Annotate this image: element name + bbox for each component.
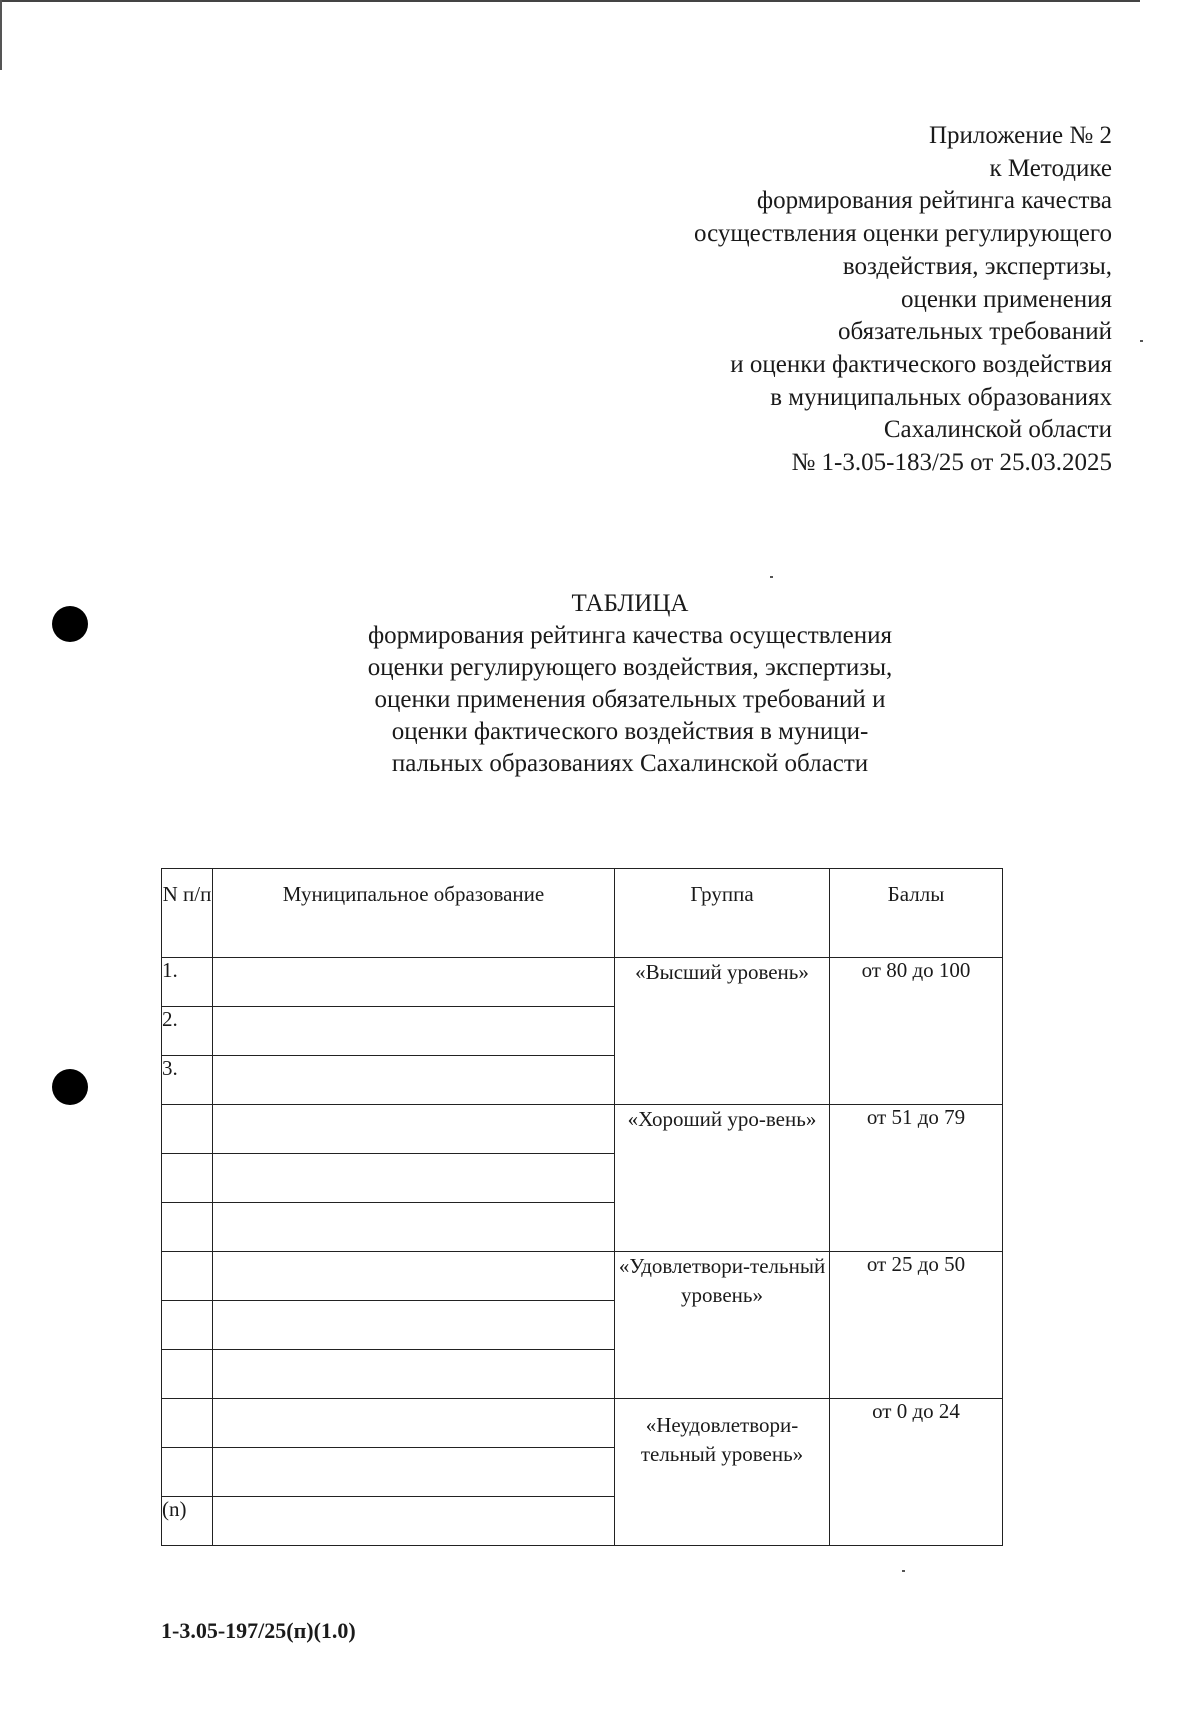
appendix-line: Сахалинской области [883, 416, 1112, 444]
row-number [162, 1105, 213, 1154]
row-number [162, 1399, 213, 1448]
punch-hole [52, 606, 88, 642]
document-code: 1-3.05-197/25(п)(1.0) [161, 1618, 356, 1643]
group-cell: «Хороший уро-вень» [615, 1105, 830, 1252]
municipality-cell [213, 1399, 615, 1448]
points-cell: от 0 до 24 [830, 1399, 1003, 1546]
header-group [615, 869, 830, 958]
row-number [162, 1448, 213, 1497]
points-cell: от 80 до 100 [830, 958, 1003, 1105]
group-cell: «Неудовлетвори-тельный уровень» [615, 1399, 830, 1546]
table-row [162, 958, 1003, 1007]
appendix-line: и оценки фактического воздействия [730, 350, 1112, 378]
rating-table [161, 868, 1003, 1546]
group-cell: «Высший уровень» [615, 958, 830, 1105]
municipality-cell [213, 1497, 615, 1546]
municipality-cell [213, 1448, 615, 1497]
municipality-cell [213, 1056, 615, 1105]
scan-speck [1140, 340, 1143, 342]
header-points-label: Баллы [887, 882, 945, 906]
municipality-cell [213, 958, 615, 1007]
appendix-line: в муниципальных образованиях [770, 383, 1112, 411]
appendix-line: обязательных требований [838, 318, 1112, 346]
row-number [162, 1154, 213, 1203]
points-cell: от 51 до 79 [830, 1105, 1003, 1252]
appendix-line: № 1-3.05-183/25 от 25.03.2025 [791, 449, 1112, 477]
title-line: пальных образованиях Сахалинской области [391, 750, 869, 777]
row-number [162, 1301, 213, 1350]
punch-hole [52, 1069, 88, 1105]
title-line: формирования рейтинга качества осуществления [367, 622, 893, 649]
municipality-cell [213, 1350, 615, 1399]
header-municipality-label: Муниципальное образование [282, 882, 545, 906]
row-number: 1. [162, 958, 213, 1007]
header-number [162, 869, 213, 958]
appendix-line: воздействия, экспертизы, [842, 252, 1112, 280]
municipality-cell [213, 1007, 615, 1056]
row-number: 3. [162, 1056, 213, 1105]
scan-speck [770, 576, 773, 578]
scan-speck [902, 1570, 905, 1572]
header-group-label: Группа [690, 882, 754, 906]
title-line: оценки применения обязательных требований и [374, 686, 886, 713]
title-heading: ТАБЛИЦА [571, 590, 689, 617]
table-row [162, 1105, 1003, 1154]
municipality-cell [213, 1301, 615, 1350]
appendix-line: осуществления оценки регулирующего [694, 220, 1112, 248]
appendix-line: формирования рейтинга качества [756, 187, 1112, 215]
header-number-label: N п/п [162, 882, 212, 906]
document-title [220, 588, 1040, 780]
table-header-row [162, 869, 1003, 958]
row-number: 2. [162, 1007, 213, 1056]
table-row [162, 1252, 1003, 1301]
appendix-line: к Методике [989, 154, 1112, 182]
appendix-line: Приложение № 2 [928, 122, 1112, 149]
appendix-block [512, 120, 1112, 480]
row-number [162, 1252, 213, 1301]
title-line: оценки регулирующего воздействия, экспертизы, [367, 654, 893, 681]
scan-edge-top [0, 0, 1200, 2]
group-cell: «Удовлетвори-тельный уровень» [615, 1252, 830, 1399]
row-number: (n) [162, 1497, 213, 1546]
row-number [162, 1350, 213, 1399]
appendix-line: оценки применения [900, 285, 1112, 313]
header-points [830, 869, 1003, 958]
municipality-cell [213, 1203, 615, 1252]
row-number [162, 1203, 213, 1252]
municipality-cell [213, 1105, 615, 1154]
table-row [162, 1399, 1003, 1448]
scan-edge-left [0, 0, 2, 70]
municipality-cell [213, 1252, 615, 1301]
municipality-cell [213, 1154, 615, 1203]
points-cell: от 25 до 50 [830, 1252, 1003, 1399]
header-municipality [213, 869, 615, 958]
title-line: оценки фактического воздействия в муници- [391, 718, 869, 745]
